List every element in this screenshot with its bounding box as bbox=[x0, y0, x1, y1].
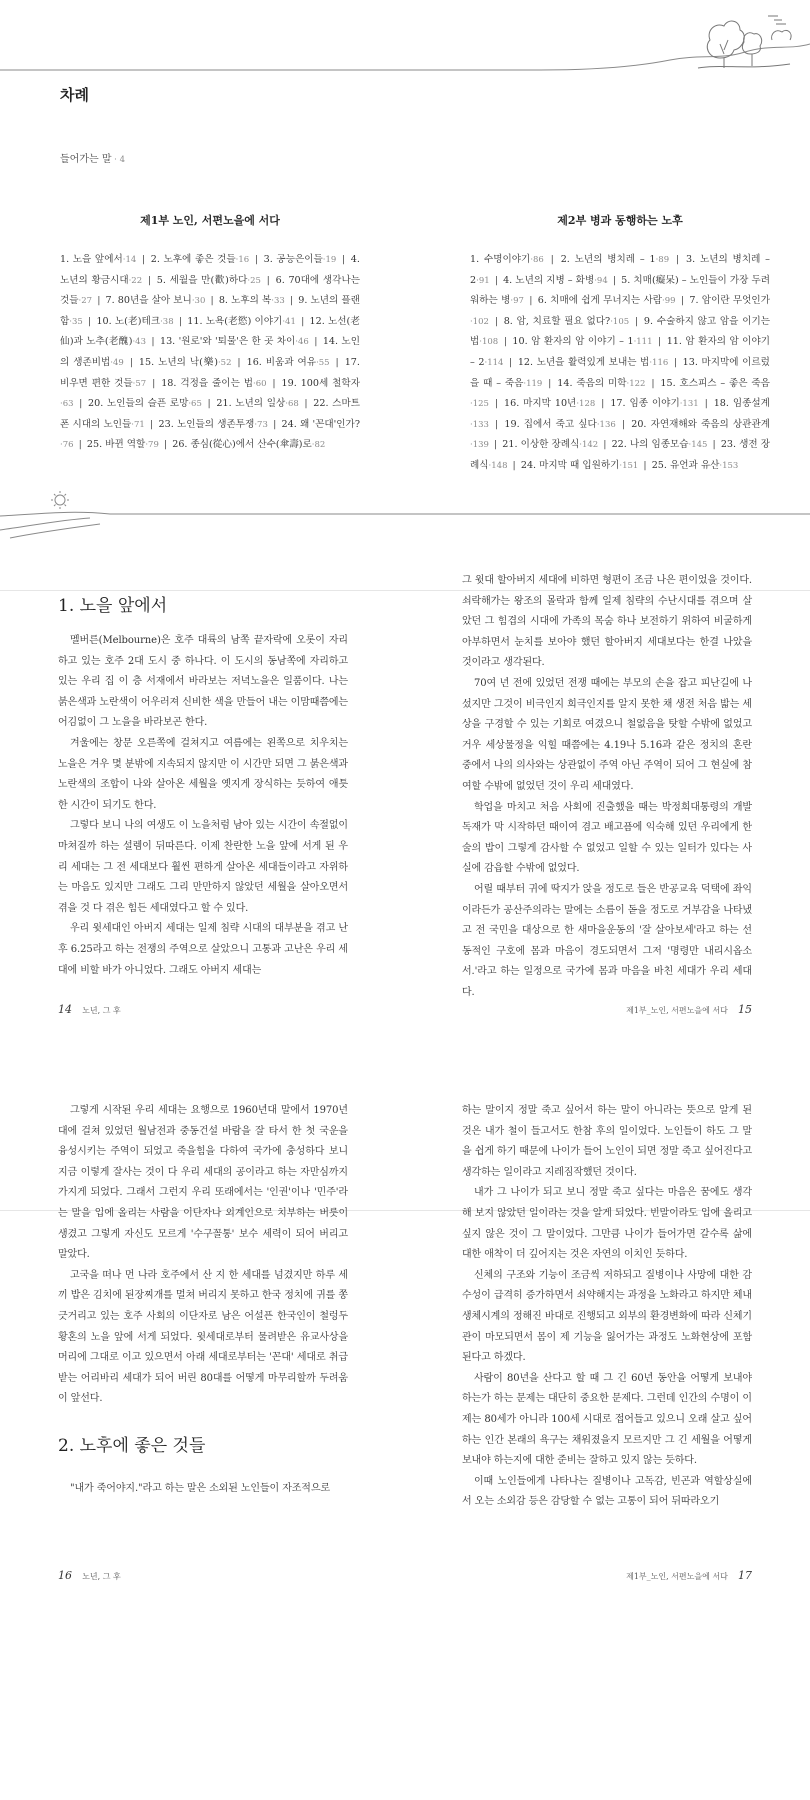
toc-entry-label: 22. 나의 임종모습 bbox=[611, 439, 689, 451]
toc-entry-page: 30 bbox=[194, 296, 206, 307]
toc-entry-page: 73 bbox=[257, 419, 268, 430]
toc-separator: | bbox=[601, 398, 605, 410]
toc-entry[interactable] bbox=[504, 419, 615, 430]
toc-separator: | bbox=[151, 336, 155, 348]
toc-entry-page: 94 bbox=[596, 275, 608, 286]
folio-right-2 bbox=[626, 1569, 752, 1582]
toc-entry[interactable] bbox=[106, 295, 206, 306]
toc-separator: | bbox=[494, 439, 498, 451]
toc-entry-label: 7. 80년을 살아 보니 bbox=[105, 295, 192, 307]
paragraph: 그렇게 시작된 우리 세대는 요행으로 1960년대 말에서 1970년대에 걸쳐 있었던 월남전과 중동건설 바람을 잘 타서 한 첫 국운을 융성시키는 주역이 되었고 죽을힘을 다하여 국가에 충성하다 보니 지금 이렇게 잘사는 것이 다 우리 세대의 공이라고 하는 자만심까지 가지게 되었다. 그래서 그런지 우리 또래에서는 '인권'이나 '민주'라는 말을 입에 올리는 사람을 이단자나 외계인으로 치부하는 버릇이 생겼고 그렇게 자신도 모르게 '수구꼴통' 보수 세력이 되어 버리고 말았다. bbox=[58, 1105, 348, 1261]
folio-left bbox=[58, 1003, 121, 1016]
folio-left-2 bbox=[58, 1569, 121, 1582]
toc-entry-label: 2. 노후에 좋은 것들 bbox=[150, 254, 236, 265]
toc-separator: | bbox=[335, 356, 339, 368]
toc-entry-dot: · bbox=[655, 255, 659, 265]
toc-entry-dot: · bbox=[530, 255, 534, 265]
toc-separator: | bbox=[88, 315, 92, 327]
page-14-body bbox=[58, 631, 348, 981]
toc-entry-page: 27 bbox=[81, 296, 93, 307]
toc-entry-label: 21. 이상한 장례식 bbox=[502, 439, 580, 451]
toc-entry-page: 33 bbox=[273, 296, 285, 307]
toc-entry-label: 5. 치매(癡呆) – 노인들이 가장 두려워하는 병 bbox=[470, 274, 770, 307]
section-heading-2: 2. 노후에 좋은 것들 bbox=[58, 1436, 206, 1456]
toc-entry-page: 91 bbox=[478, 275, 490, 286]
toc-entry-page: 139 bbox=[472, 440, 489, 451]
toc-entry-page: 49 bbox=[112, 357, 124, 368]
toc-entry-page: 65 bbox=[191, 399, 202, 410]
toc-entry-dot: · bbox=[596, 419, 600, 430]
toc-entry-dot: · bbox=[470, 316, 473, 327]
toc-separator: | bbox=[548, 377, 552, 389]
page-17-body bbox=[462, 1101, 752, 1513]
toc-entry-dot: · bbox=[295, 337, 298, 348]
sun-hills-decoration bbox=[0, 490, 810, 570]
toc-entry-label: 3. 노년의 병치레 – 2 bbox=[470, 254, 770, 286]
toc-separator: | bbox=[651, 377, 655, 389]
toc-entry-page: 145 bbox=[691, 440, 708, 451]
toc-entry-label: 6. 치매에 쉽게 무너지는 사람 bbox=[537, 295, 662, 307]
toc-entry-dot: · bbox=[470, 399, 473, 410]
toc-entry-label: 15. 노년의 낙(樂) bbox=[138, 356, 218, 368]
toc-part-2-title: 제2부 병과 동행하는 노후 bbox=[557, 214, 683, 227]
toc-entry-label: 12. 노년을 활력있게 보내는 법 bbox=[517, 356, 650, 368]
toc-entry-dot: · bbox=[594, 275, 597, 286]
toc-entry[interactable] bbox=[502, 439, 598, 450]
page-16-quote bbox=[58, 1479, 348, 1500]
toc-entry-label: 5. 세월을 만(歡)하다 bbox=[156, 274, 248, 286]
toc-entry[interactable] bbox=[216, 398, 298, 409]
toc-entry-dot: · bbox=[60, 399, 63, 410]
paragraph: 이때 노인들에게 나타나는 질병이나 고독감, 빈곤과 역할상실에서 오는 소외감 등은 감당할 수 없는 고통이 되어 뒤따라오기 bbox=[462, 1475, 752, 1508]
toc-separator: | bbox=[78, 439, 82, 451]
toc-entry[interactable] bbox=[512, 336, 652, 347]
toc-entry[interactable] bbox=[151, 254, 249, 265]
toc-entry-dot: · bbox=[579, 440, 582, 451]
toc-entry-page: 89 bbox=[658, 255, 670, 265]
toc-entry[interactable] bbox=[96, 316, 173, 327]
toc-entry-label: 4. 노년의 지병 – 화병 bbox=[503, 274, 595, 286]
toc-separator: | bbox=[503, 336, 507, 348]
toc-entry-dot: · bbox=[132, 337, 136, 348]
toc-entry-label: 13. 마지막에 이르렀을 때 – 죽음 bbox=[470, 356, 770, 389]
page-number-14: 14 bbox=[58, 1003, 72, 1016]
toc-separator: | bbox=[178, 315, 183, 327]
toc-entry-label: 10. 암 환자의 암 이야기 – 1 bbox=[512, 336, 634, 348]
toc-entry[interactable] bbox=[610, 398, 698, 409]
toc-separator: | bbox=[272, 377, 276, 389]
wave-line-decoration bbox=[0, 0, 810, 90]
toc-separator: | bbox=[163, 439, 168, 451]
toc-entry-dot: · bbox=[679, 399, 683, 410]
toc-entry-label: 20. 자연재해와 죽음의 상관관계 bbox=[631, 418, 770, 430]
toc-entry-label: 18. 걱정을 줄이는 법 bbox=[161, 377, 253, 389]
toc-entry[interactable] bbox=[219, 295, 285, 306]
toc-entry-dot: · bbox=[488, 460, 492, 471]
toc-title: 차례 bbox=[60, 86, 89, 104]
toc-entry-dot: · bbox=[688, 440, 692, 451]
paragraph: 학업을 마치고 처음 사회에 진출했을 때는 박정희대통령의 개발독재가 막 시작하던 때이여 겸고 배고픔에 익숙해 있던 우리에게 한술의 밥이 그렇게 감사할 수 없었고 일할 수 있는 일터가 있다는 사실에 감읍할 수밖에 없었다. bbox=[462, 801, 752, 875]
toc-entry-page: 46 bbox=[298, 337, 309, 348]
toc-entry-dot: · bbox=[633, 337, 637, 348]
toc-entry-page: 153 bbox=[722, 460, 739, 471]
toc-separator: | bbox=[207, 398, 211, 410]
toc-separator: | bbox=[675, 254, 680, 265]
toc-entry-dot: · bbox=[322, 255, 326, 265]
toc-entry-dot: · bbox=[110, 357, 113, 368]
toc-entry[interactable] bbox=[187, 316, 296, 327]
toc-separator: | bbox=[612, 274, 617, 286]
paragraph: 고국을 떠나 먼 나라 호주에서 산 지 한 세대를 넘겼지만 하루 세끼 밥은 김치에 된장찌개를 멀쳐 버리지 못하고 한국 정치에 귀를 쫑긋거리고 있는 호주 사회의 이단자로 남은 어설픈 한국인이 철렁두 황혼의 노을 앞에 서게 되었다. 윗세대로부터 물려받은 유교사상을 머리에 그대로 이고 있으면서 아래 세대로부터는 '꼰대' 세대로 취급받는 어리바리 세대가 되어 버린 80대를 어떻게 마무리할까 두려움이 앞선다. bbox=[58, 1269, 348, 1405]
paragraph: 사람이 80년을 산다고 할 때 그 긴 60년 동안을 어떻게 보내야 하는가 하는 문제는 대단히 중요한 문제다. 그런데 인간의 수명이 이제는 80세가 아니라 100세 시대로 접어들고 있으니 오래 살고 싶어 하는 인간 본래의 욕구는 채워졌을지 모르지만 그 긴 세월을 어떻게 보내야 하는지에 대한 준비는 잘하고 있지 않는 듯하다. bbox=[462, 1372, 752, 1467]
toc-separator: | bbox=[673, 356, 678, 368]
toc-part-1 bbox=[60, 212, 360, 456]
toc-entry-page: 82 bbox=[314, 440, 326, 451]
toc-separator: | bbox=[603, 439, 607, 451]
toc-separator: | bbox=[314, 336, 318, 348]
toc-entry-page: 25 bbox=[250, 275, 261, 286]
toc-separator: | bbox=[210, 295, 214, 307]
paragraph: 겨울에는 창문 오른쪽에 걸쳐지고 여름에는 왼쪽으로 치우치는 노을은 겨우 몇 분밖에 지속되지 않지만 이 시간만 되면 그 붉은색과 노란색의 조합이 나와 살아온 세월을 옛지게 장식하는 듯하여 애틋한 시간이 되기도 한다. bbox=[58, 737, 348, 811]
running-title-left-2: 노년, 그 후 bbox=[82, 1572, 121, 1581]
toc-entry-page: 128 bbox=[579, 399, 596, 410]
toc-entry-dot: · bbox=[311, 440, 315, 451]
toc-separator: | bbox=[301, 315, 305, 327]
toc-entry[interactable] bbox=[264, 254, 337, 265]
toc-entry[interactable] bbox=[247, 357, 330, 368]
toc-part-2-list bbox=[470, 250, 770, 477]
toc-entry[interactable] bbox=[160, 336, 309, 347]
toc-entry-page: 63 bbox=[62, 399, 74, 410]
toc-entry[interactable] bbox=[159, 419, 268, 430]
toc-entry-label: 13. '원로'와 '퇴물'은 한 곳 차이 bbox=[159, 336, 296, 348]
toc-separator: | bbox=[634, 315, 639, 327]
toc-entry-page: 125 bbox=[472, 399, 489, 410]
toc-entry-label: 1. 노을 앞에서 bbox=[60, 254, 123, 265]
toc-entry[interactable] bbox=[521, 460, 638, 471]
toc-entry[interactable] bbox=[518, 357, 668, 368]
toc-separator: | bbox=[97, 295, 101, 307]
toc-entry-page: 131 bbox=[682, 399, 699, 410]
toc-entry-dot: · bbox=[649, 357, 653, 368]
toc-entry[interactable] bbox=[504, 316, 629, 327]
toc-entry-label: 24. 왜 '꼰대'인가? bbox=[281, 418, 360, 430]
toc-entry[interactable] bbox=[557, 378, 645, 389]
folio-right bbox=[626, 1003, 752, 1016]
toc-entry-dot: · bbox=[128, 275, 132, 286]
toc-entry-page: 142 bbox=[581, 440, 599, 451]
toc-entry-dot: · bbox=[122, 255, 126, 265]
toc-separator: | bbox=[704, 398, 708, 410]
section-heading-1: 1. 노을 앞에서 bbox=[58, 596, 168, 616]
toc-entry-label: 21. 노년의 일상 bbox=[216, 398, 286, 410]
toc-entry-page: 102 bbox=[472, 316, 489, 327]
toc-separator: | bbox=[550, 254, 554, 265]
toc-entry-dot: · bbox=[610, 316, 613, 327]
toc-entry-label: 17. 비우면 편한 것들 bbox=[60, 356, 360, 389]
toc-entry[interactable] bbox=[503, 275, 608, 286]
toc-entry-label: 18. 임종설계 bbox=[713, 398, 770, 410]
toc-entry-label: 25. 유언과 유산 bbox=[651, 459, 720, 471]
toc-entry[interactable] bbox=[652, 460, 739, 471]
toc-separator: | bbox=[273, 418, 277, 430]
toc-entry-label: 12. 노선(老仙)과 노추(老醜) bbox=[60, 315, 360, 348]
toc-entry-dot: · bbox=[60, 440, 63, 451]
toc-entry-dot: · bbox=[476, 275, 479, 286]
toc-separator: | bbox=[494, 315, 498, 327]
toc-separator: | bbox=[512, 459, 516, 471]
toc-entry[interactable] bbox=[161, 378, 266, 389]
toc-entry-label: 20. 노인들의 슬픈 로망 bbox=[88, 398, 189, 410]
toc-entry-page: 60 bbox=[255, 378, 267, 389]
toc-entry-label: 1. 수명이야기 bbox=[470, 254, 531, 265]
toc-separator: | bbox=[237, 356, 241, 368]
toc-intro-page: 4 bbox=[119, 155, 126, 165]
page-number-17: 17 bbox=[738, 1569, 752, 1582]
toc-separator: | bbox=[657, 336, 662, 348]
toc-entry-page: 79 bbox=[148, 440, 159, 451]
toc-separator: | bbox=[254, 254, 259, 265]
toc-entry-page: 148 bbox=[491, 460, 508, 471]
toc-entry-dot: · bbox=[271, 296, 274, 307]
toc-entry-label: 14. 노인의 생존비법 bbox=[60, 336, 360, 368]
toc-entry[interactable] bbox=[157, 275, 261, 286]
toc-entry-label: 26. 종심(從心)에서 산수(傘壽)로 bbox=[172, 439, 312, 451]
toc-entry-dot: · bbox=[235, 255, 239, 265]
toc-entry-page: 38 bbox=[162, 316, 174, 327]
toc-page bbox=[0, 0, 810, 590]
toc-entry-label: 17. 임종 이야기 bbox=[610, 398, 680, 410]
toc-entry-page: 22 bbox=[131, 275, 143, 286]
toc-entry-dot: · bbox=[145, 440, 149, 451]
toc-entry-page: 14 bbox=[125, 255, 137, 265]
toc-separator: | bbox=[621, 418, 626, 430]
toc-entry-page: 43 bbox=[135, 337, 146, 348]
running-title-left: 노년, 그 후 bbox=[82, 1006, 121, 1015]
toc-entry-page: 114 bbox=[487, 357, 504, 368]
running-title-right: 제1부_노인, 서편노을에 서다 bbox=[626, 1006, 728, 1015]
toc-entry-label: 2. 노년의 병치레 – 1 bbox=[560, 254, 656, 265]
page-15-body bbox=[462, 571, 752, 1003]
toc-separator: | bbox=[289, 295, 294, 307]
paragraph: 신체의 구조와 기능이 조금씩 저하되고 질병이나 사망에 대한 감수성이 급격히 증가하면서 쇠약해지는 과정을 노화라고 하지만 체내 생체시계의 정해진 바대로 진행되고 외부의 환경변화에 따라 신체기관이 마모되면서 몸이 제 기능을 잃어가는 과정도 노화현상에 포함된다고 하겠다. bbox=[462, 1269, 752, 1364]
toc-entry-dot: · bbox=[254, 419, 258, 430]
toc-entry-dot: · bbox=[316, 357, 319, 368]
toc-entry-page: 105 bbox=[612, 316, 630, 327]
toc-entry[interactable] bbox=[538, 295, 676, 306]
toc-entry-dot: · bbox=[470, 419, 473, 430]
toc-separator: | bbox=[79, 398, 83, 410]
toc-entry-dot: · bbox=[470, 440, 473, 451]
toc-entry-label: 8. 암, 치료할 필요 없다? bbox=[503, 315, 611, 327]
paragraph: 70여 년 전에 있었던 전쟁 때에는 부모의 손을 잡고 피난길에 나섰지만 그것이 비극인지 희극인지를 알지 못한 채 생전 처음 밟는 세상을 구경할 수 있는 기회로 여겼으니 철없음을 탓할 수밖에 없었고 거우 세상물정을 익힐 때쯤에는 4.19나 5.16과 같은 정치의 혼란 중에서 나의 의사와는 상관없이 주역 아닌 주역이 되어 그 현실에 참여할 수밖에 없었던 것이 우리 세대였다. bbox=[462, 677, 752, 792]
paragraph: 그 윗대 할아버지 세대에 비하면 형편이 조금 나은 편이었을 것이다. 쇠락해가는 왕조의 몰락과 함께 일제 침략의 수난시대를 겪으며 살았던 그 힘겹의 시대에 가족의 목숨 하나 보전하기 위하여 비굴하게 아부하면서 눈치를 보아야 했던 할아버지 세대보다는 한결 나았을 것이라고 생각된다. bbox=[462, 575, 752, 669]
section-2-first-line: "내가 죽어야지."라고 하는 말은 소외된 노인들이 자조적으로 bbox=[70, 1483, 330, 1494]
toc-entry-dot: · bbox=[619, 460, 623, 471]
toc-entry-page: 136 bbox=[599, 419, 616, 430]
spread-pages-16-17 bbox=[0, 1105, 810, 1800]
toc-entry-label: 9. 수술하지 않고 암을 이기는 법 bbox=[470, 315, 771, 348]
toc-entry-page: 151 bbox=[622, 460, 639, 471]
toc-entry-dot: · bbox=[78, 296, 82, 307]
toc-entry-label: 10. 노(老)테크 bbox=[96, 315, 161, 327]
toc-intro: 들어가는 말 · 4 bbox=[60, 154, 126, 165]
toc-entry-label: 4. 노년의 황금시대 bbox=[60, 254, 360, 286]
toc-entry[interactable] bbox=[87, 439, 159, 450]
toc-separator: | bbox=[266, 274, 270, 286]
toc-entry-page: 71 bbox=[134, 419, 145, 430]
toc-separator: | bbox=[509, 356, 513, 368]
toc-part-1-title: 제1부 노인, 서편노을에 서다 bbox=[140, 214, 280, 227]
toc-part-2 bbox=[470, 212, 770, 477]
toc-entry-dot: · bbox=[217, 357, 221, 368]
toc-separator: | bbox=[712, 439, 716, 451]
toc-entry-label: 19. 집에서 죽고 싶다 bbox=[504, 418, 597, 430]
toc-entry[interactable] bbox=[504, 398, 595, 409]
toc-entry-label: 11. 노욕(老慾) 이야기 bbox=[187, 315, 283, 327]
toc-entry-page: 122 bbox=[629, 378, 646, 389]
toc-entry-dot: · bbox=[131, 419, 134, 430]
toc-separator: | bbox=[643, 459, 647, 471]
toc-entry-page: 86 bbox=[533, 255, 544, 265]
toc-entry-dot: · bbox=[484, 357, 488, 368]
toc-separator: | bbox=[147, 274, 152, 286]
toc-entry-label: 23. 노인들의 생존투쟁 bbox=[158, 418, 255, 430]
toc-entry-page: 108 bbox=[481, 337, 499, 348]
toc-entry-page: 97 bbox=[513, 296, 524, 307]
toc-entry[interactable] bbox=[470, 254, 544, 265]
paragraph: 내가 그 나이가 되고 보니 정말 죽고 싶다는 마음은 꿈에도 생각해 보지 않았던 일이라는 것을 알게 되었다. 빈말이라도 입에 올리고 싶지 않은 것이 그 말이었다. 그만큼 나이가 들어가면 갈수록 삶에 대한 애착이 더 깊어지는 것은 자연의 이치인 듯하다. bbox=[462, 1187, 752, 1261]
paragraph: 하는 말이지 정말 죽고 싶어서 하는 말이 아니라는 뜻으로 알게 된 것은 내가 철이 들고서도 한참 후의 일이었다. 노인들이 하도 그 말을 쉽게 하기 때문에 나이가 들어 노인이 되면 정말 죽고 싶어진다고 생각하는 일이라고 지레짐작했던 것이다. bbox=[462, 1105, 752, 1178]
toc-entry-dot: · bbox=[160, 316, 163, 327]
toc-entry-label: 7. 암이란 무엇인가 bbox=[689, 295, 770, 307]
toc-entry[interactable] bbox=[612, 439, 708, 450]
trees-illustration-icon bbox=[690, 10, 800, 72]
toc-entry-dot: · bbox=[576, 399, 580, 410]
toc-entry-dot: · bbox=[479, 337, 482, 348]
toc-entry-dot: · bbox=[523, 378, 527, 389]
toc-entry-page: 41 bbox=[285, 316, 296, 327]
toc-entry-label: 23. 생전 장례식 bbox=[470, 439, 770, 471]
toc-entry[interactable] bbox=[172, 439, 325, 450]
toc-separator: | bbox=[141, 254, 146, 265]
toc-entry-page: 55 bbox=[318, 357, 330, 368]
toc-entry-label: 22. 스마트폰 시대의 노인들 bbox=[60, 398, 360, 430]
toc-entry-dot: · bbox=[662, 296, 665, 307]
toc-entry-page: 119 bbox=[526, 378, 543, 389]
toc-entry-dot: · bbox=[69, 316, 72, 327]
running-title-right-2: 제1부_노인, 서편노을에 서다 bbox=[626, 1572, 728, 1581]
toc-entry-label: 25. 바뀐 역할 bbox=[86, 439, 146, 451]
toc-entry[interactable] bbox=[561, 254, 669, 265]
toc-entry-label: 24. 마지막 때 입원하기 bbox=[520, 459, 620, 471]
toc-separator: | bbox=[494, 274, 498, 286]
toc-entry-label: 11. 암 환자의 암 이야기 – 2 bbox=[470, 336, 770, 368]
toc-entry-page: 116 bbox=[652, 357, 669, 368]
toc-entry-page: 111 bbox=[636, 337, 653, 348]
toc-entry-label: 14. 죽음의 미학 bbox=[557, 377, 627, 389]
toc-entry[interactable] bbox=[88, 398, 202, 409]
toc-entry-label: 6. 70대에 생각나는 것들 bbox=[60, 274, 360, 307]
toc-entry-label: 15. 호스피스 – 좋은 죽음 bbox=[660, 377, 770, 389]
toc-entry-dot: · bbox=[510, 296, 514, 307]
toc-entry-dot: · bbox=[253, 378, 256, 389]
page-number-15: 15 bbox=[738, 1003, 752, 1016]
toc-entry-label: 3. 공능은이들 bbox=[263, 254, 323, 265]
toc-entry-page: 133 bbox=[472, 419, 489, 430]
toc-entry-label: 16. 마지막 10년 bbox=[503, 398, 577, 410]
page-number-16: 16 bbox=[58, 1569, 72, 1582]
toc-entry-dot: · bbox=[282, 316, 286, 327]
toc-separator: | bbox=[129, 356, 133, 368]
toc-separator: | bbox=[680, 295, 685, 307]
toc-entry-page: 76 bbox=[62, 440, 74, 451]
toc-separator: | bbox=[495, 418, 499, 430]
toc-part-1-list bbox=[60, 250, 360, 456]
toc-entry-dot: · bbox=[247, 275, 251, 286]
toc-entry-page: 57 bbox=[135, 378, 147, 389]
paragraph: 멜버른(Melbourne)은 호주 대륙의 남쪽 끝자락에 오롯이 자리하고 있는 호주 2대 도시 중 하나다. 이 도시의 동남쪽에 자리하고 있는 우리 집 이 층 서재에서 바라보는 저녁노을은 일품이다. 나는 붉은색과 노란색이 어우러져 신비한 색을 만들어 내는 이맘때쯤에는 어김없이 그 노을을 바라보곤 한다. bbox=[58, 635, 348, 729]
toc-entry-page: 99 bbox=[664, 296, 676, 307]
toc-entry-label: 8. 노후의 복 bbox=[218, 295, 272, 307]
toc-intro-label: 들어가는 말 bbox=[60, 154, 112, 165]
toc-entry-dot: · bbox=[188, 399, 192, 410]
toc-entry-dot: · bbox=[285, 399, 288, 410]
toc-separator: | bbox=[150, 418, 154, 430]
toc-entry-dot: · bbox=[191, 296, 195, 307]
toc-entry-page: 68 bbox=[287, 399, 299, 410]
toc-entry-page: 52 bbox=[220, 357, 232, 368]
toc-separator: | bbox=[529, 295, 533, 307]
page-16-body bbox=[58, 1101, 348, 1410]
toc-entry-page: 16 bbox=[238, 255, 250, 265]
toc-entry-dot: · bbox=[719, 460, 723, 471]
toc-separator: | bbox=[341, 254, 346, 265]
toc-entry-dot: · bbox=[626, 378, 630, 389]
toc-entry-page: 35 bbox=[71, 316, 83, 327]
paragraph: 어릴 때부터 귀에 딱지가 앉을 정도로 들은 반공교육 덕택에 좌익이라든가 공산주의라는 말에는 소름이 돋을 정도로 거부감을 나타냈고 전 국민을 대상으로 한 새마을운동의 '잘 살아보세'라고 하는 선동적인 구호에 몸과 마음이 경도되면서 그저 '명령만 내리시옵소서.'라고 하는 일정으로 국가에 몸과 마음을 바친 세대가 우리 세대다. bbox=[462, 883, 752, 998]
toc-entry-page: 19 bbox=[325, 255, 337, 265]
paragraph: 우리 윗세대인 아버지 세대는 일제 침략 시대의 대부분을 겪고 난 후 6.25라고 하는 전쟁의 주역으로 살았으니 고통과 고난은 우리 세대에 비할 바가 아니었다. 그래도 아버지 세대는 bbox=[58, 923, 348, 976]
toc-entry[interactable] bbox=[60, 254, 136, 265]
toc-separator: | bbox=[152, 377, 156, 389]
toc-entry-label: 19. 100세 철학자 bbox=[281, 377, 360, 389]
toc-entry-label: 9. 노년의 플랜함 bbox=[60, 295, 360, 327]
toc-entry[interactable] bbox=[139, 357, 232, 368]
toc-separator: | bbox=[494, 398, 499, 410]
toc-entry-label: 16. 비움과 여유 bbox=[246, 356, 317, 368]
toc-separator: | bbox=[304, 398, 308, 410]
toc-entry-dot: · bbox=[132, 378, 136, 389]
paragraph: 그렇다 보니 나의 여생도 이 노을처럼 남아 있는 시간이 속절없이 마쳐질까 하는 설렘이 뒤따른다. 이제 찬란한 노을 앞에 서게 된 우리 세대는 그 전 세대보다 훨씬 편하게 살아온 세대들이라고 자위하는 마음도 있지만 그래도 그리 만만하지 않았던 세월을 살아오면서 겪을 것 다 겪은 힘든 세대였다고 할 수 있다. bbox=[58, 820, 348, 914]
